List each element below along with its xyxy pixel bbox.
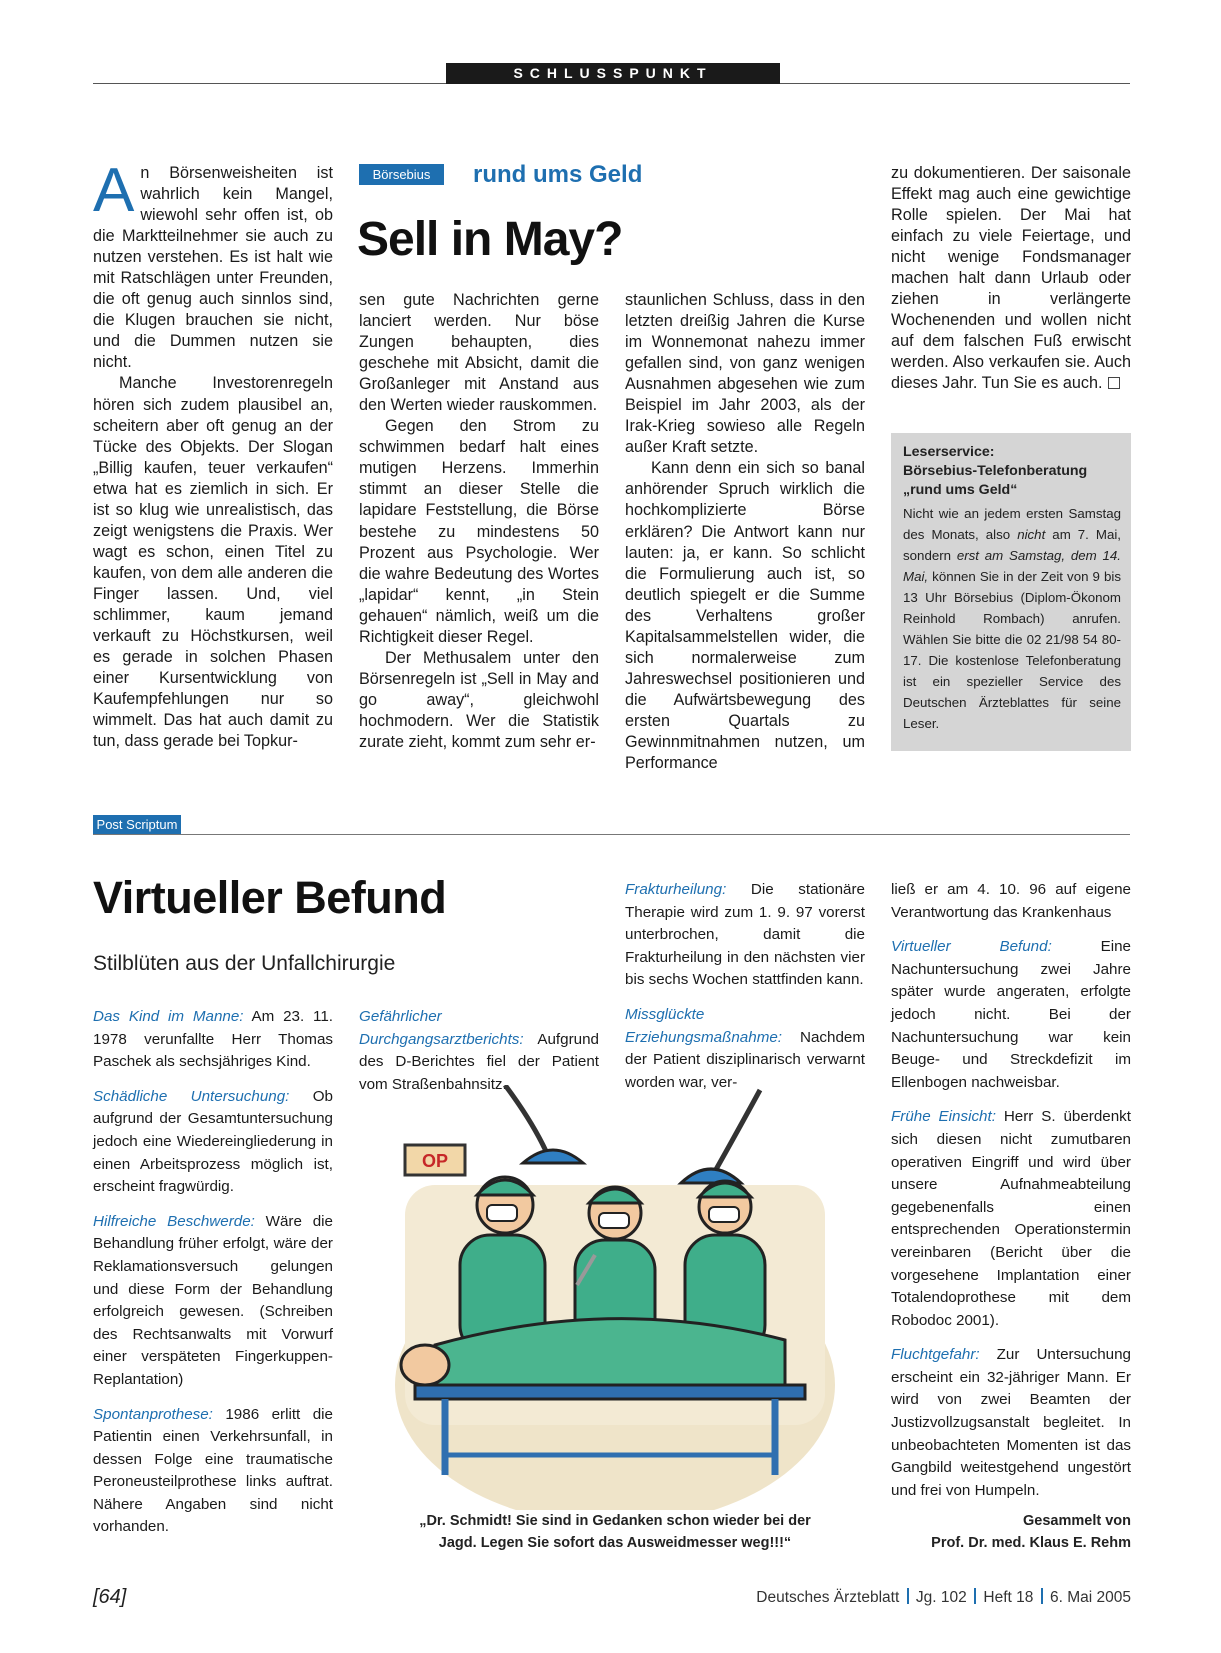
footer-separator	[1041, 1588, 1043, 1604]
stilbluete-item	[93, 1086, 333, 1199]
item-label: Fluchtgefahr:	[891, 1346, 980, 1364]
lamp-arm	[710, 1090, 760, 1180]
journal-volume: Jg. 102	[915, 1589, 967, 1606]
item-text: Nachdem der Patient disziplinarisch verwarnt worden war, ver-	[625, 1028, 865, 1091]
leserservice-title: „rund ums Geld“	[903, 482, 1018, 498]
surgical-lamp-icon	[523, 1150, 583, 1163]
leserservice-text	[903, 503, 1121, 734]
item-text: Zur Untersuchung erscheint ein 32-jähriger Mann. Er wird von zwei Beamten der Justizvollzugsanstalt begleitet. In unbeobachteten Momenten ist das Gangbild weitestgehend ungestört und frei von Humpeln.	[891, 1346, 1131, 1499]
text-run: können Sie in der Zeit von 9 bis 13 Uhr Börsebius (Diplom-Ökonom Reinhold Rombach) anrufen. Wählen Sie bitte die 02 21/98 54 80-17. Die kostenlose Telefonberatung ist ein spezieller Service des Deutschen Ärzteblattes für seine Leser.	[903, 569, 1121, 731]
op-sign-text: OP	[421, 1151, 449, 1171]
author-credit	[891, 1510, 1131, 1554]
paragraph-text: zu dokumentieren. Der saisonale Effekt mag auch eine gewichtige Rolle spielen. Der Mai hat einfach zu viele Feiertage, und nicht wenige Fondsmanager machen halt dann Urlaub oder ziehen in verlängerte Wochenenden und wollen nicht auf dem falschen Fuß erwischt werden. Also verkaufen sie. Auch dieses Jahr. Tun Sie es auch.	[891, 164, 1131, 393]
postscriptum-badge: Post Scriptum	[93, 815, 181, 835]
paragraph: Manche Investorenregeln hören sich zudem plausibel an, scheitern aber oft genug an der Tücke des Objekts. Der Slogan „Billig kaufen, teuer verkaufen“ etwa hat es ziemlich in sich. Er ist so klug wie unrealistisch, das zeigt wenigstens die Praxis. Wer wagt es schon, einen Titel zu kaufen, von dem alle anderen die Finger lassen. Und, viel schlimmer, kaum jemand verkauft zu Höchstkursen, weil es gerade in solchen Phasen einer Kursentwicklung von Kaufempfehlungen nur so wimmelt. Das hat auch damit zu tun, dass gerade bei Topkur-	[93, 374, 333, 751]
paragraph	[93, 156, 333, 373]
journal-footer	[756, 1587, 1131, 1609]
paragraph-text: n Börsenweisheiten ist wahrlich kein Mangel, wiewohl sehr offen ist, ob die Marktteilnehmer sie auch zu nutzen verstehen. Es ist halt wie mit Ratschlägen unter Freunden, die oft genug auch sinnlos sind, die Klugen brauchen sie nicht, und die Dummen nutzen sie nicht.	[93, 164, 333, 372]
stilbluete-item	[93, 1006, 333, 1074]
surgery-cartoon	[365, 1085, 865, 1510]
leserservice-content	[903, 443, 1121, 734]
text-run: erst am Samstag, dem 14. Mai,	[903, 548, 1121, 584]
stilbluete-item	[891, 879, 1131, 924]
paragraph: Kann denn ein sich so banal anhörender Spruch wirklich die hochkomplizierte Börse erklären? Die Antwort kann nur lauten: ja, er kann. So schlicht die Formulierung auch ist, so deutlich spiegelt er die Summe des Verhaltens großer Kapitalsammelstellen wider, die sich normalerweise zum Jahreswechsel positionieren und die Aufwärtsbewegung des ersten Quartals zu Gewinnmitnahmen nutzen, um Performance	[625, 459, 865, 773]
boersebius-column-3	[625, 290, 865, 774]
boersebius-column-1	[93, 156, 333, 752]
item-label: Hilfreiche Beschwerde:	[93, 1212, 255, 1230]
drop-cap: A	[93, 156, 135, 225]
stilbluete-item	[891, 936, 1131, 1094]
caption-line: „Dr. Schmidt! Sie sind in Gedanken schon wieder bei der	[419, 1513, 811, 1529]
item-text: 1986 erlitt die Patientin einen Verkehrsunfall, in dessen Folge eine traumatische Peroneusteilprothese links auftrat. Nähere Angaben sind nicht vorhanden.	[93, 1405, 333, 1536]
stilbluete-item	[93, 1404, 333, 1540]
article-title: Sell in May?	[357, 213, 623, 266]
paragraph	[891, 163, 1131, 395]
boersebius-kicker: rund ums Geld	[473, 161, 643, 188]
stilbluete-item	[625, 879, 865, 992]
stilbluete-item	[359, 1006, 599, 1096]
section-header-label: SCHLUSSPUNKT	[513, 65, 713, 81]
item-label: Frühe Einsicht:	[891, 1108, 996, 1126]
stilbluete-item	[891, 1106, 1131, 1332]
patient-head	[401, 1345, 449, 1385]
paragraph: sen gute Nachrichten gerne lanciert werden. Nur böse Zungen behaupten, dies geschehe mit Absicht, damit die Großanleger mit Anstand aus den Werten wieder rauskommen.	[359, 291, 599, 415]
item-label: Virtueller Befund:	[891, 938, 1052, 956]
paragraph: Der Methusalem unter den Börsenregeln ist „Sell in May and go away“, gleichwohl hochmodern. Wer die Statistik zurate zieht, kommt zum sehr er-	[359, 648, 599, 751]
item-text: Herr S. überdenkt sich diesen nicht zumutbaren operativen Eingriff und wird über unsere Aufnahmeabteilung gegebenenfalls einen entsprechenden Operationstermin vereinbaren (Bericht über die vorgesehene Implantation einer Totalendoprothese mit dem Robodoc 2001).	[891, 1108, 1131, 1329]
credit-line: Gesammelt von	[1023, 1513, 1131, 1529]
item-text: Aufgrund des D-Berichtes fiel der Patient vom Straßenbahnsitz.	[359, 1030, 599, 1093]
postscriptum-rule	[93, 834, 1130, 835]
operating-table	[415, 1385, 805, 1399]
boersebius-column-4	[891, 163, 1131, 395]
item-text: Eine Nachuntersuchung zwei Jahre später wurde angeraten, erfolgte jedoch nicht. Bei der Nachuntersuchung war kein Beuge- und Streckdefizit im Ellenbogen nachweisbar.	[891, 938, 1131, 1091]
boersebius-column-2	[359, 290, 599, 753]
credit-line: Prof. Dr. med. Klaus E. Rehm	[931, 1535, 1131, 1551]
item-label: Gefährlicher Durchgangsarztberichts:	[359, 1008, 524, 1048]
postscriptum-column-4	[891, 879, 1131, 1514]
postscriptum-column-3	[625, 879, 865, 1106]
item-label: Das Kind im Manne:	[93, 1008, 244, 1025]
item-label: Missglückte Erziehungsmaßnahme:	[625, 1005, 783, 1046]
leserservice-title: Börsebius-Telefonberatung	[903, 463, 1088, 479]
footer-separator	[974, 1588, 976, 1604]
postscriptum-column-1	[93, 1006, 333, 1551]
stilbluete-item	[625, 1004, 865, 1094]
paragraph: staunlichen Schluss, dass in den letzten dreißig Jahren die Kurse im Wonnemonat nahezu immer gefallen sind, von ganz wenigen Ausnahmen abgesehen wie zum Beispiel im Jahr 2003, als der Irak-Krieg sowieso alle Regeln außer Kraft setzte.	[625, 291, 865, 457]
end-mark-icon	[1108, 377, 1120, 389]
journal-issue: Heft 18	[983, 1589, 1034, 1606]
cartoon-caption	[365, 1510, 865, 1554]
leserservice-title: Leserservice:	[903, 444, 995, 460]
text-run: nicht	[1017, 527, 1046, 542]
paragraph: Gegen den Strom zu schwimmen bedarf halt eines mutigen Herzens. Immerhin stimmt an dieser Stelle die lapidare Feststellung, die Börse bestehe zu mindestens 50 Prozent aus Psychologie. Wer die wahre Bedeutung des Wortes „lapidar“ kennt, „in Stein gehauen“ nämlich, weiß um die Richtigkeit dieser Regel.	[359, 417, 599, 646]
boersebius-badge: Börsebius	[359, 164, 444, 185]
journal-date: 6. Mai 2005	[1050, 1589, 1131, 1606]
item-text: ließ er am 4. 10. 96 auf eigene Verantwortung das Krankenhaus	[891, 881, 1131, 921]
text-run: Nicht wie an jedem ersten Samstag des Monats, also	[903, 506, 1121, 542]
item-text: Ob aufgrund der Gesamtuntersuchung jedoch eine Wiedereingliederung in einen Arbeitsprozess möglich ist, erscheint fragwürdig.	[93, 1087, 333, 1196]
item-text: Wäre die Behandlung früher erfolgt, wäre der Reklamationsversuch gelungen und diese Form der Behandlung erfolgreich gewesen. (Schreiben des Rechtsanwalts mit Vorwurf einer verspäteten Fingerkuppen-Replantation)	[93, 1212, 333, 1388]
text-run: am 7. Mai, sondern	[903, 527, 1122, 563]
postscriptum-title: Virtueller Befund	[93, 872, 447, 923]
lamp-arm	[505, 1085, 550, 1160]
stilbluete-item	[891, 1344, 1131, 1502]
journal-name: Deutsches Ärzteblatt	[756, 1589, 900, 1606]
item-text: Die stationäre Therapie wird zum 1. 9. 97 vorerst unterbrochen, damit die Frakturheilung in den nächsten vier bis sechs Wochen stattfinden kann.	[625, 881, 865, 989]
item-label: Spontanprothese:	[93, 1405, 213, 1423]
footer-separator	[907, 1588, 909, 1604]
item-label: Frakturheilung:	[625, 881, 727, 898]
caption-line: Jagd. Legen Sie sofort das Ausweidmesser weg!!!“	[438, 1535, 792, 1551]
postscriptum-subtitle: Stilblüten aus der Unfallchirurgie	[93, 952, 396, 975]
item-label: Schädliche Untersuchung:	[93, 1087, 290, 1105]
item-text: Am 23. 11. 1978 verunfallte Herr Thomas Paschek als sechsjähriges Kind.	[93, 1008, 334, 1071]
stilbluete-item	[93, 1211, 333, 1392]
page-number: [64]	[93, 1586, 127, 1608]
